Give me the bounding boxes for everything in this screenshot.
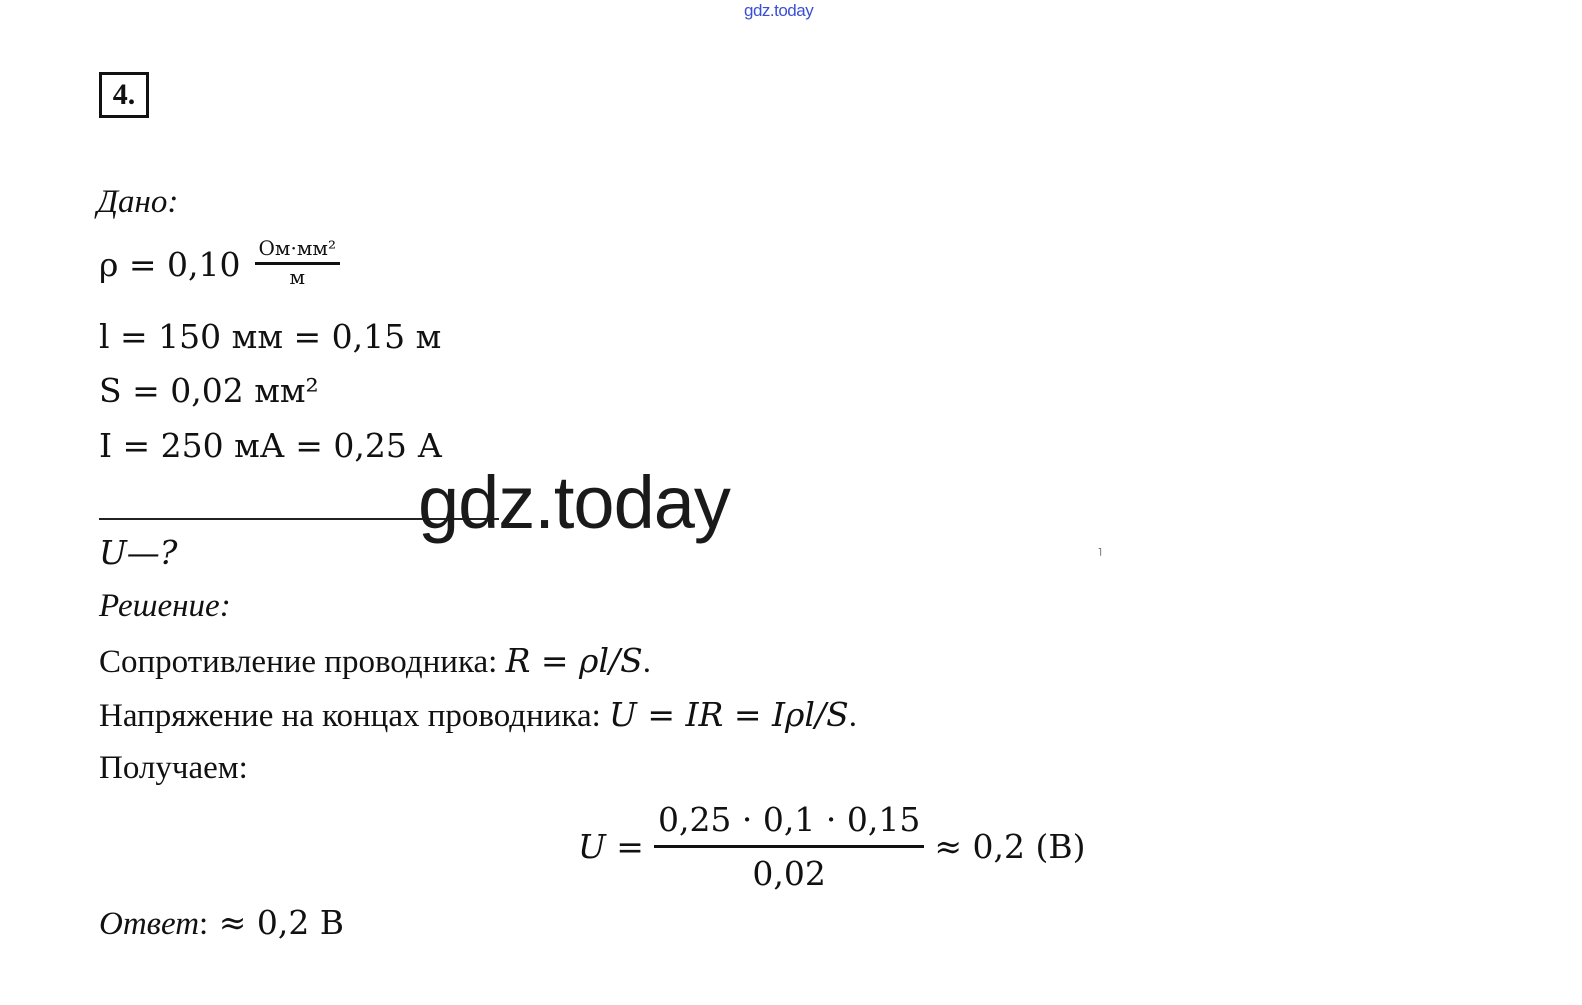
answer-line [99, 903, 345, 942]
solution-line-2-end: . [848, 698, 857, 734]
solution-heading: Решение: [99, 588, 231, 624]
formula-fraction [654, 800, 924, 893]
rho-lhs: ρ = 0,10 [99, 245, 241, 284]
formula-numerator: 0,25 · 0,1 · 0,15 [654, 800, 924, 848]
find-unknown: U—? [99, 533, 178, 572]
answer-label: Ответ [99, 906, 200, 942]
solution-line-2 [99, 695, 857, 734]
task-number: 4. [112, 78, 136, 111]
voltage-formula: U = IR = Iρl/S [609, 695, 849, 734]
formula-lhs: U = [578, 827, 644, 866]
formula-rhs: ≈ 0,2 (В) [934, 827, 1086, 866]
solution-line-3: Получаем: [99, 750, 248, 786]
formula-denominator: 0,02 [752, 854, 826, 893]
solution-line-1 [99, 641, 651, 680]
answer-value: ≈ 0,2 В [208, 903, 345, 942]
solution-line-1-end: . [642, 644, 651, 680]
solution-line-1-text: Сопротивление проводника: [99, 644, 506, 680]
stray-mark: ˥ [1098, 548, 1102, 559]
given-area: S = 0,02 мм² [99, 371, 319, 410]
rho-unit-denominator: м [289, 265, 306, 289]
rho-unit-fraction [255, 238, 340, 287]
solution-line-2-text: Напряжение на концах проводника: [99, 698, 610, 734]
watermark-top: gdz.today [744, 1, 814, 20]
answer-colon: : [199, 906, 209, 942]
task-number-box [99, 72, 149, 118]
given-heading: Дано: [97, 184, 179, 220]
resistance-formula: R = ρl/S [505, 641, 643, 680]
given-length: l = 150 мм = 0,15 м [99, 317, 442, 356]
given-current: I = 250 мА = 0,25 А [99, 426, 443, 465]
watermark-center: gdz.today [418, 461, 730, 544]
rho-unit-numerator: Ом·мм² [255, 238, 340, 265]
voltage-calculation [578, 800, 1085, 893]
given-rho [99, 236, 340, 289]
